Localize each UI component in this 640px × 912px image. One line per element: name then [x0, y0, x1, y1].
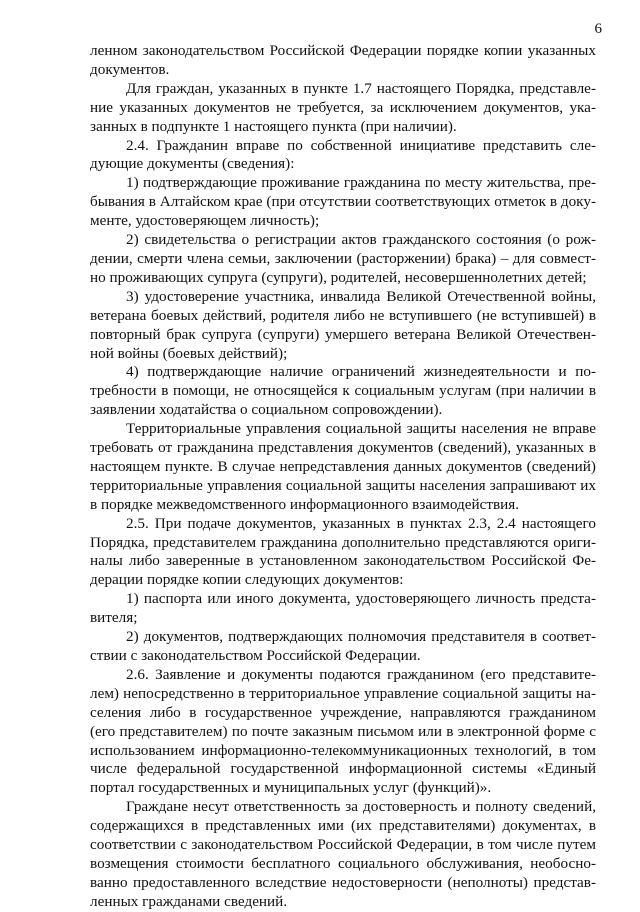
list-item: 3) удостоверение участника, инвалида Великой Отечественной войны, ветерана боевых действий, родителя либо не вступившего (не вступившей) в повторный брак супруга (супруги) умершего ветерана Великой Отечественной войны (боевых действий);	[90, 287, 596, 362]
paragraph: Для граждан, указанных в пункте 1.7 настоящего Порядка, представление указанных документов не требуется, за исключением документов, указанных в подпункте 1 настоящего пункта (при наличии).	[90, 79, 596, 135]
list-item: 1) подтверждающие проживание гражданина по месту жительства, пребывания в Алтайском крае (при отсутствии соответствующих отметок в документе, удостоверяющем личность);	[90, 174, 596, 230]
paragraph-section-2-6: 2.6. Заявление и документы подаются гражданином (его представителем) непосредственно в территориальное управление социальной защиты населения либо в государственное учреждение, направляются гражданином (его представителем) по почте заказным письмом или в электронной форме с использованием информационно-телекоммуникационных технологий, в том числе федеральной государственной информационной системы «Единый портал государственных и муниципальных услуг (функций)».	[90, 665, 596, 797]
list-item: 4) подтверждающие наличие ограничений жизнедеятельности и потребности в помощи, не относящейся к социальным услугам (при наличии в заявлении ходатайства о социальном сопровождении).	[90, 363, 596, 419]
list-item: 2) документов, подтверждающих полномочия представителя в соответствии с законодательством Российской Федерации.	[90, 628, 596, 664]
paragraph-section-2-4: 2.4. Гражданин вправе по собственной инициативе представить следующие документы (сведения):	[90, 136, 596, 173]
list-item: 1) паспорта или иного документа, удостоверяющего личность представителя;	[90, 590, 596, 627]
paragraph-continuation: ленном законодательством Российской Федерации порядке копии указанных документов.	[90, 42, 596, 78]
list-item: 2) свидетельства о регистрации актов гражданского состояния (о рождении, смерти члена семьи, заключении (расторжении) брака) – для совместно проживающих супруга (супруги), родителей, несовершеннолетних детей;	[90, 231, 596, 286]
paragraph-section-2-5: 2.5. При подаче документов, указанных в пунктах 2.3, 2.4 настоящего Порядка, представителем гражданина дополнительно представляются оригиналы либо заверенные в установленном законодательством Российской Федерации порядке копии следующих документов:	[90, 514, 596, 589]
paragraph: Территориальные управления социальной защиты населения не вправе требовать от гражданина представления документов (сведений), указанных в настоящем пункте. В случае непредставления данных документов (сведений) территориальные управления социальной защиты населения запрашивают их в порядке межведомственного информационного взаимодействия.	[90, 420, 596, 513]
page-number: 6	[594, 21, 602, 37]
paragraph: Граждане несут ответственность за достоверность и полноту сведений, содержащихся в представленных ими (их представителями) документах, в соответствии с законодательством Российской Федерации, в том числе путем возмещения стоимости бесплатного социального обслуживания, необоснованно предоставленного вследствие недостоверности (неполноты) представленных гражданами сведений.	[90, 798, 596, 910]
document-body	[90, 42, 596, 912]
